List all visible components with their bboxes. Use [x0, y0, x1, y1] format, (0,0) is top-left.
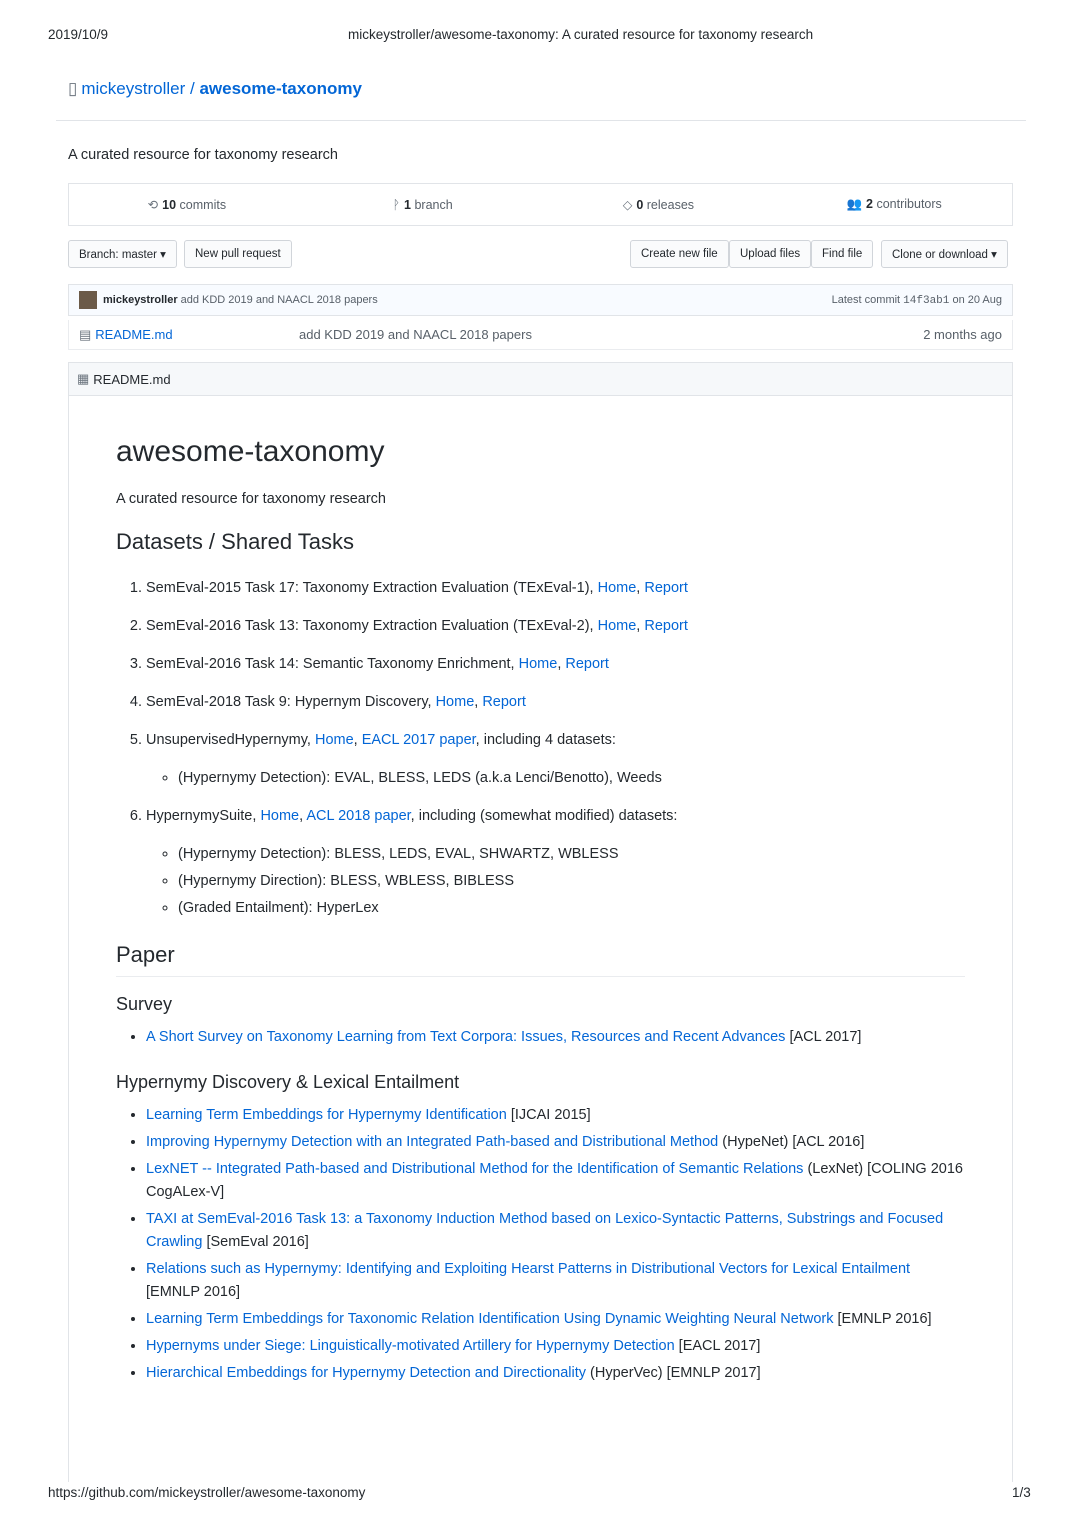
- readme-content: [69, 396, 1012, 1385]
- item-text: ,: [353, 732, 362, 748]
- item-text: HypernymySuite,: [146, 808, 261, 824]
- repo-owner-link[interactable]: mickeystroller: [81, 79, 186, 98]
- stat-number: 10: [162, 198, 177, 212]
- print-date: 2019/10/9: [48, 27, 109, 42]
- print-page-number: 1/3: [1012, 1485, 1031, 1500]
- repo-name-link[interactable]: [199, 79, 362, 98]
- avatar[interactable]: [79, 291, 97, 309]
- item-text: [EMNLP 2016]: [833, 1311, 932, 1327]
- item-text: UnsupervisedHypernymy,: [146, 732, 315, 748]
- item-text: ,: [636, 580, 645, 596]
- stat-label: releases: [643, 198, 695, 212]
- sub-list-item: ◦ (Graded Entailment): HyperLex: [178, 897, 965, 920]
- reference-link[interactable]: Hypernyms under Siege: Linguistically-motivated Artillery for Hypernymy Detection: [146, 1338, 675, 1354]
- latest-commit-label: Latest commit: [831, 293, 904, 306]
- reference-link[interactable]: EACL 2017 paper: [361, 732, 476, 748]
- reference-link[interactable]: Learning Term Embeddings for Hypernymy Identification: [146, 1107, 507, 1123]
- list-item: [146, 1335, 965, 1358]
- list-item: [146, 729, 965, 790]
- list-item: [146, 805, 965, 920]
- item-text: , including (somewhat modified) datasets:: [410, 808, 678, 824]
- stat-label: branch: [411, 197, 453, 212]
- hypernymy-heading: Hypernymy Discovery & Lexical Entailment: [116, 1072, 460, 1092]
- stat-number: 1: [404, 197, 411, 212]
- stat-label: commits: [176, 198, 227, 212]
- list-item: [146, 577, 965, 600]
- book-icon: ▦: [77, 371, 90, 386]
- reference-link[interactable]: Home: [597, 618, 637, 634]
- reference-link[interactable]: A Short Survey on Taxonomy Learning from Text Corpora: Issues, Resources and Recent Advances: [146, 1029, 786, 1045]
- survey-heading: Survey: [116, 994, 173, 1014]
- reference-link[interactable]: Hierarchical Embeddings for Hypernymy Detection and Directionality: [146, 1365, 587, 1381]
- item-text: [IJCAI 2015]: [506, 1107, 591, 1123]
- latest-commit-info: [832, 294, 1002, 307]
- sub-list-item: ◦ (Hypernymy Direction): BLESS, WBLESS, BIBLESS: [178, 870, 965, 893]
- repo-name: awesome-taxonomy: [199, 79, 362, 98]
- stat-contributors[interactable]: [776, 197, 1012, 212]
- item-text: ,: [299, 808, 307, 824]
- sub-list-item: ◦ (Hypernymy Detection): EVAL, BLESS, LEDS (a.k.a Lenci/Benotto), Weeds: [178, 767, 965, 790]
- list-item: [146, 1158, 965, 1204]
- list-item: [146, 1026, 965, 1049]
- reference-link[interactable]: Home: [597, 580, 637, 596]
- repo-title: [68, 79, 362, 99]
- item-text: [EACL 2017]: [674, 1338, 761, 1354]
- sub-list-item: ◦ (Hypernymy Detection): BLESS, LEDS, EVAL, SHWARTZ, WBLESS: [178, 843, 965, 866]
- item-text: ,: [557, 656, 566, 672]
- item-text: (LexNet) [COLING 2016 CogALex-V]: [146, 1161, 964, 1200]
- stat-commits[interactable]: [69, 197, 305, 212]
- clone-download-button[interactable]: Clone or download ▾: [881, 240, 1008, 268]
- stat-number: 2: [866, 197, 873, 211]
- reference-link[interactable]: Home: [518, 656, 558, 672]
- history-icon: ⟲: [147, 198, 159, 212]
- new-pull-request-button[interactable]: New pull request: [184, 240, 292, 268]
- repo-separator: /: [185, 79, 200, 98]
- item-text: SemEval-2015 Task 17: Taxonomy Extraction Evaluation (TExEval-1),: [146, 580, 598, 596]
- repo-stats-bar: [68, 183, 1013, 226]
- list-item: [146, 1104, 965, 1127]
- readme-header: [69, 363, 1012, 396]
- sub-list: [146, 767, 965, 790]
- readme-box: [68, 362, 1013, 1482]
- paper-heading: Paper: [116, 940, 965, 977]
- reference-link[interactable]: ACL 2018 paper: [306, 808, 411, 824]
- commit-sha[interactable]: 14f3ab1: [903, 294, 950, 307]
- stat-branches[interactable]: [305, 198, 541, 212]
- item-text: SemEval-2016 Task 14: Semantic Taxonomy Enrichment,: [146, 656, 519, 672]
- reference-link[interactable]: Report: [644, 618, 688, 634]
- item-text: (HyperVec) [EMNLP 2017]: [586, 1365, 761, 1381]
- stat-label: contributors: [873, 197, 942, 211]
- upload-files-button[interactable]: Upload files: [729, 240, 811, 268]
- item-text: SemEval-2016 Task 13: Taxonomy Extraction Evaluation (TExEval-2),: [146, 618, 598, 634]
- list-item: [146, 615, 965, 638]
- stat-releases[interactable]: [541, 197, 777, 212]
- reference-link[interactable]: Home: [260, 808, 300, 824]
- header-divider: [56, 120, 1026, 121]
- file-icon: ▤: [79, 326, 92, 342]
- list-item: [146, 691, 965, 714]
- hypernymy-list: [116, 1104, 965, 1385]
- item-text: ,: [636, 618, 645, 634]
- reference-link[interactable]: Learning Term Embeddings for Taxonomic Relation Identification Using Dynamic Weighting Neural Network: [146, 1311, 834, 1327]
- reference-link[interactable]: Improving Hypernymy Detection with an Integrated Path-based and Distributional Method: [146, 1134, 719, 1150]
- branch-select-button[interactable]: Branch: master ▾: [68, 240, 177, 268]
- reference-link[interactable]: Report: [565, 656, 609, 672]
- list-item: [146, 1258, 965, 1304]
- branch-icon: ᚹ: [392, 197, 401, 212]
- list-item: [146, 1308, 965, 1331]
- file-commit-message[interactable]: add KDD 2019 and NAACL 2018 papers: [299, 327, 532, 342]
- datasets-heading: Datasets / Shared Tasks: [116, 529, 355, 554]
- create-new-file-button[interactable]: Create new file: [630, 240, 729, 268]
- list-item: [146, 653, 965, 676]
- list-item: [146, 1131, 965, 1154]
- print-title: mickeystroller/awesome-taxonomy: A curated resource for taxonomy research: [348, 27, 814, 42]
- file-row: [68, 320, 1013, 350]
- repo-icon: ▯: [68, 79, 78, 98]
- reference-link[interactable]: Relations such as Hypernymy: Identifying and Exploiting Hearst Patterns in Distributional Vectors for Lexical Entailment: [146, 1261, 911, 1277]
- item-text: ,: [474, 694, 483, 710]
- sub-list: [146, 843, 965, 920]
- item-text: [EMNLP 2016]: [146, 1284, 241, 1300]
- item-text: [SemEval 2016]: [202, 1234, 309, 1250]
- reference-link[interactable]: TAXI at SemEval-2016 Task 13: a Taxonomy Induction Method based on Lexico-Syntactic Patterns, Substrings and Focused Crawling: [146, 1211, 944, 1250]
- reference-link[interactable]: LexNET -- Integrated Path-based and Distributional Method for the Identification of Semantic Relations: [146, 1161, 804, 1177]
- reference-link[interactable]: Home: [314, 732, 354, 748]
- item-text: (HypeNet) [ACL 2016]: [718, 1134, 865, 1150]
- latest-commit-bar: [68, 284, 1013, 316]
- item-text: [ACL 2017]: [785, 1029, 862, 1045]
- list-item: [146, 1208, 965, 1254]
- item-text: , including 4 datasets:: [475, 732, 616, 748]
- item-text: SemEval-2018 Task 9: Hypernym Discovery,: [146, 694, 436, 710]
- print-url: https://github.com/mickeystroller/awesome-taxonomy: [48, 1485, 366, 1500]
- reference-link[interactable]: Report: [482, 694, 526, 710]
- reference-link[interactable]: Home: [435, 694, 475, 710]
- readme-title: awesome-taxonomy: [116, 435, 385, 468]
- readme-header-title: README.md: [93, 371, 171, 387]
- commit-message[interactable]: add KDD 2019 and NAACL 2018 papers: [180, 294, 378, 306]
- reference-link[interactable]: Report: [644, 580, 688, 596]
- datasets-list: [116, 577, 965, 920]
- commit-author[interactable]: mickeystroller: [103, 294, 178, 306]
- readme-intro: A curated resource for taxonomy research: [116, 491, 386, 507]
- repo-description: A curated resource for taxonomy research: [68, 147, 338, 163]
- stat-number: 0: [636, 198, 644, 212]
- people-icon: 👥: [846, 197, 863, 211]
- find-file-button[interactable]: Find file: [811, 240, 873, 268]
- survey-list: [116, 1026, 965, 1049]
- file-name-link[interactable]: README.md: [95, 327, 173, 342]
- commit-date: on 20 Aug: [949, 293, 1002, 306]
- file-age: 2 months ago: [923, 327, 1002, 342]
- tag-icon: ◇: [622, 198, 633, 212]
- list-item: [146, 1362, 965, 1385]
